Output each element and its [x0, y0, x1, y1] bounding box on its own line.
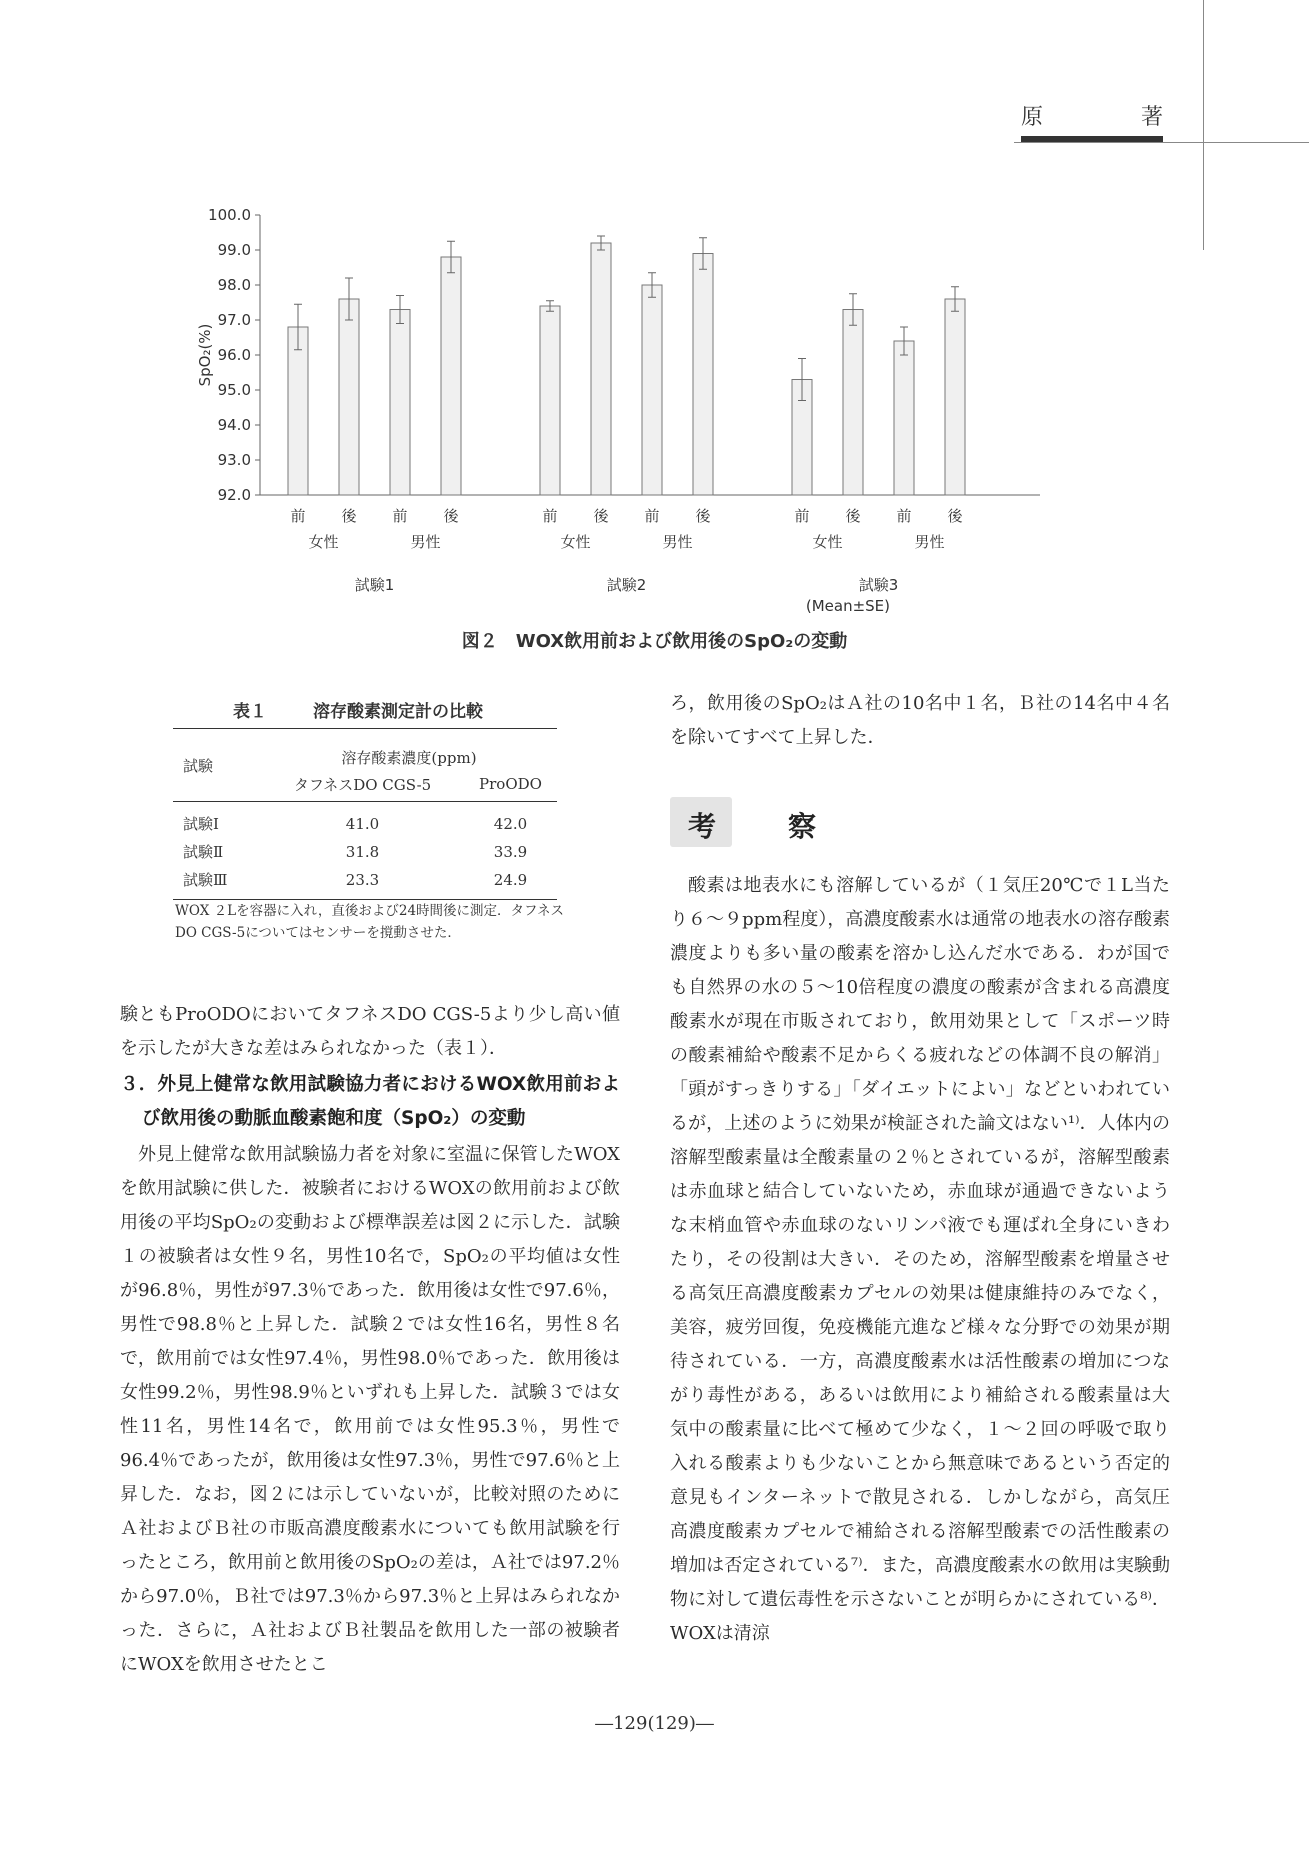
paragraph: 外見上健常な飲用試験協力者を対象に室温に保管したWOXを飲用試験に供した．被験者におけるWOXの飲用前および飲用後の平均SpO₂の変動および標準誤差は図２に示した．試験１の被験者は女性９名，男性10名で，SpO₂の平均値は女性が96.8％，男性が97.3％であった．飲用後は女性で97.6％，男性で98.8％と上昇した．試験２では女性16名，男性８名で，飲用前では女性97.4％，男性98.0％であった．飲用後は女性99.2％，男性98.9％といずれも上昇した．試験３では女性11名，男性14名で，飲用前では女性95.3％，男性で96.4％であったが，飲用後は女性97.3％，男性で97.6％と上昇した．なお，図２には示していないが，比較対照のためにＡ社およびＢ社の市販高濃度酸素水についても飲用試験を行ったところ，飲用前と飲用後のSpO₂の差は，Ａ社では97.2％から97.0％，Ｂ社では97.3％から97.3％と上昇はみられなかった．さらに，Ａ社およびＢ社製品を飲用した一部の被験者にWOXを飲用させたとこ	[120, 1144, 620, 1675]
subgroup-label: 女性	[812, 533, 843, 551]
section-heading-char-1: 考	[688, 810, 717, 843]
table-row-label: 試験Ⅱ	[183, 843, 224, 861]
table-cell: 41.0	[345, 814, 380, 833]
chart-annotation: (Mean±SE)	[805, 597, 890, 615]
group-label: 試験1	[354, 576, 395, 594]
figure-number: 図２	[461, 631, 498, 652]
bar	[288, 327, 308, 495]
table-header-group: 溶存酸素濃度(ppm)	[341, 748, 477, 767]
x-tick-label: 後	[695, 507, 711, 525]
section-label	[1021, 100, 1163, 131]
bar	[540, 306, 560, 495]
table-cell: 33.9	[493, 842, 528, 861]
y-tick-label: 95.0	[217, 381, 251, 399]
bar	[339, 299, 359, 495]
table-row	[173, 810, 557, 838]
bar	[390, 310, 410, 496]
y-tick-label: 96.0	[217, 346, 251, 364]
y-tick-label: 93.0	[217, 451, 251, 469]
subgroup-label: 女性	[308, 533, 339, 551]
paragraph: 験ともProODOにおいてタフネスDO CGS-5より少し高い値を示したが大きな差はみられなかった（表１）．	[120, 1004, 620, 1059]
table-number: 表１	[233, 702, 267, 722]
section-label-bar	[1021, 136, 1163, 142]
table-cell: 31.8	[345, 842, 380, 861]
x-tick-label: 前	[644, 507, 660, 525]
header-rule	[1014, 142, 1309, 143]
spo2-bar-chart	[196, 200, 1080, 615]
figure-title: WOX飲用前および飲用後のSpO₂の変動	[515, 631, 848, 652]
bar	[945, 299, 965, 495]
right-column-top	[670, 687, 1170, 755]
y-tick-label: 92.0	[217, 486, 251, 504]
table-note: WOX ２Lを容器に入れ，直後および24時間後に測定．タフネスDO CGS-5についてはセンサーを撹動させた．	[175, 903, 565, 941]
left-column	[120, 998, 620, 1682]
bar	[591, 243, 611, 495]
x-tick-label: 前	[794, 507, 810, 525]
y-tick-label: 99.0	[217, 241, 251, 259]
section-label-char-2: 著	[1140, 105, 1163, 130]
paragraph: 酸素は地表水にも溶解しているが（１気圧20℃で１L当たり６～９ppm程度），高濃度酸素水は通常の地表水の溶存酸素濃度よりも多い量の酸素を溶かし込んだ水である．わが国でも自然界の水の５～10倍程度の濃度の酸素が含まれる高濃度酸素水が現在市販されており，飲用効果として「スポーツ時の酸素補給や酸素不足からくる疲れなどの体調不良の解消」「頭がすっきりする」「ダイエットによい」などといわれているが，上述のように効果が検証された論文はない¹⁾．人体内の溶解型酸素量は全酸素量の２％とされているが，溶解型酸素は赤血球と結合していないため，赤血球が通過できないような末梢血管や赤血球のないリンパ液でも運ばれ全身にいきわたり，その役割は大きい．そのため，溶解型酸素を増量させる高気圧高濃度酸素カプセルの効果は健康維持のみでなく，美容，疲労回復，免疫機能亢進など様々な分野での効果が期待されている．一方，高濃度酸素水は活性酸素の増加につながり毒性がある，あるいは飲用により補給される酸素量は大気中の酸素量に比べて極めて少なく，１～２回の呼吸で取り入れる酸素よりも少ないことから無意味であるという否定的意見もインターネットで散見される．しかしながら，高気圧高濃度酸素カプセルで補給される溶解型酸素での活性酸素の増加は否定されている⁷⁾．また，高濃度酸素水の飲用は実験動物に対して遺伝毒性を示さないことが明らかにされている⁸⁾．WOXは清涼	[670, 875, 1170, 1644]
group-label: 試験2	[606, 576, 647, 594]
bar	[642, 285, 662, 495]
x-tick-label: 前	[896, 507, 912, 525]
x-tick-label: 前	[392, 507, 408, 525]
paragraph: ろ，飲用後のSpO₂はＡ社の10名中１名，Ｂ社の14名中４名を除いてすべて上昇した．	[670, 693, 1170, 748]
bar	[441, 257, 461, 495]
subgroup-label: 男性	[914, 533, 945, 551]
subgroup-label: 男性	[662, 533, 693, 551]
section-label-char-1: 原	[1021, 105, 1044, 130]
table-col-header: ProODO	[479, 775, 542, 794]
x-tick-label: 後	[947, 507, 963, 525]
table-col-header: タフネスDO CGS-5	[293, 775, 432, 794]
table-row-label: 試験Ⅰ	[183, 815, 219, 833]
y-tick-label: 97.0	[217, 311, 251, 329]
table-row-label: 試験Ⅲ	[183, 871, 228, 889]
x-tick-label: 後	[341, 507, 357, 525]
x-tick-label: 後	[443, 507, 459, 525]
section-heading-char-2: 察	[788, 810, 817, 843]
table-header-trial: 試験	[183, 756, 214, 775]
y-axis-label: SpO₂(%)	[196, 323, 214, 387]
x-tick-label: 前	[542, 507, 558, 525]
y-tick-label: 94.0	[217, 416, 251, 434]
y-tick-label: 98.0	[217, 276, 251, 294]
section-heading	[670, 797, 1120, 847]
table-cell: 23.3	[345, 870, 380, 889]
table-row	[173, 838, 557, 866]
table-row	[173, 866, 557, 894]
group-label: 試験3	[858, 576, 899, 594]
x-tick-label: 前	[290, 507, 306, 525]
figure-caption	[0, 627, 1309, 653]
table-cell: 42.0	[493, 814, 528, 833]
x-tick-label: 後	[845, 507, 861, 525]
table-cell: 24.9	[493, 870, 528, 889]
bar	[843, 310, 863, 496]
table-caption	[233, 697, 483, 722]
subgroup-label: 女性	[560, 533, 591, 551]
table-title: 溶存酸素測定計の比較	[313, 702, 483, 722]
subsection-heading: ３．外見上健常な飲用試験協力者におけるWOX飲用前および飲用後の動脈血酸素飽和度（SpO₂）の変動	[120, 1074, 620, 1129]
bar	[894, 341, 914, 495]
margin-vertical-rule	[1203, 0, 1204, 250]
bar	[693, 254, 713, 496]
subgroup-label: 男性	[410, 533, 441, 551]
dissolved-oxygen-table	[173, 728, 557, 900]
y-tick-label: 100.0	[208, 206, 251, 224]
x-tick-label: 後	[593, 507, 609, 525]
page-number: ―129(129)―	[595, 1713, 714, 1734]
right-column	[670, 869, 1170, 1651]
